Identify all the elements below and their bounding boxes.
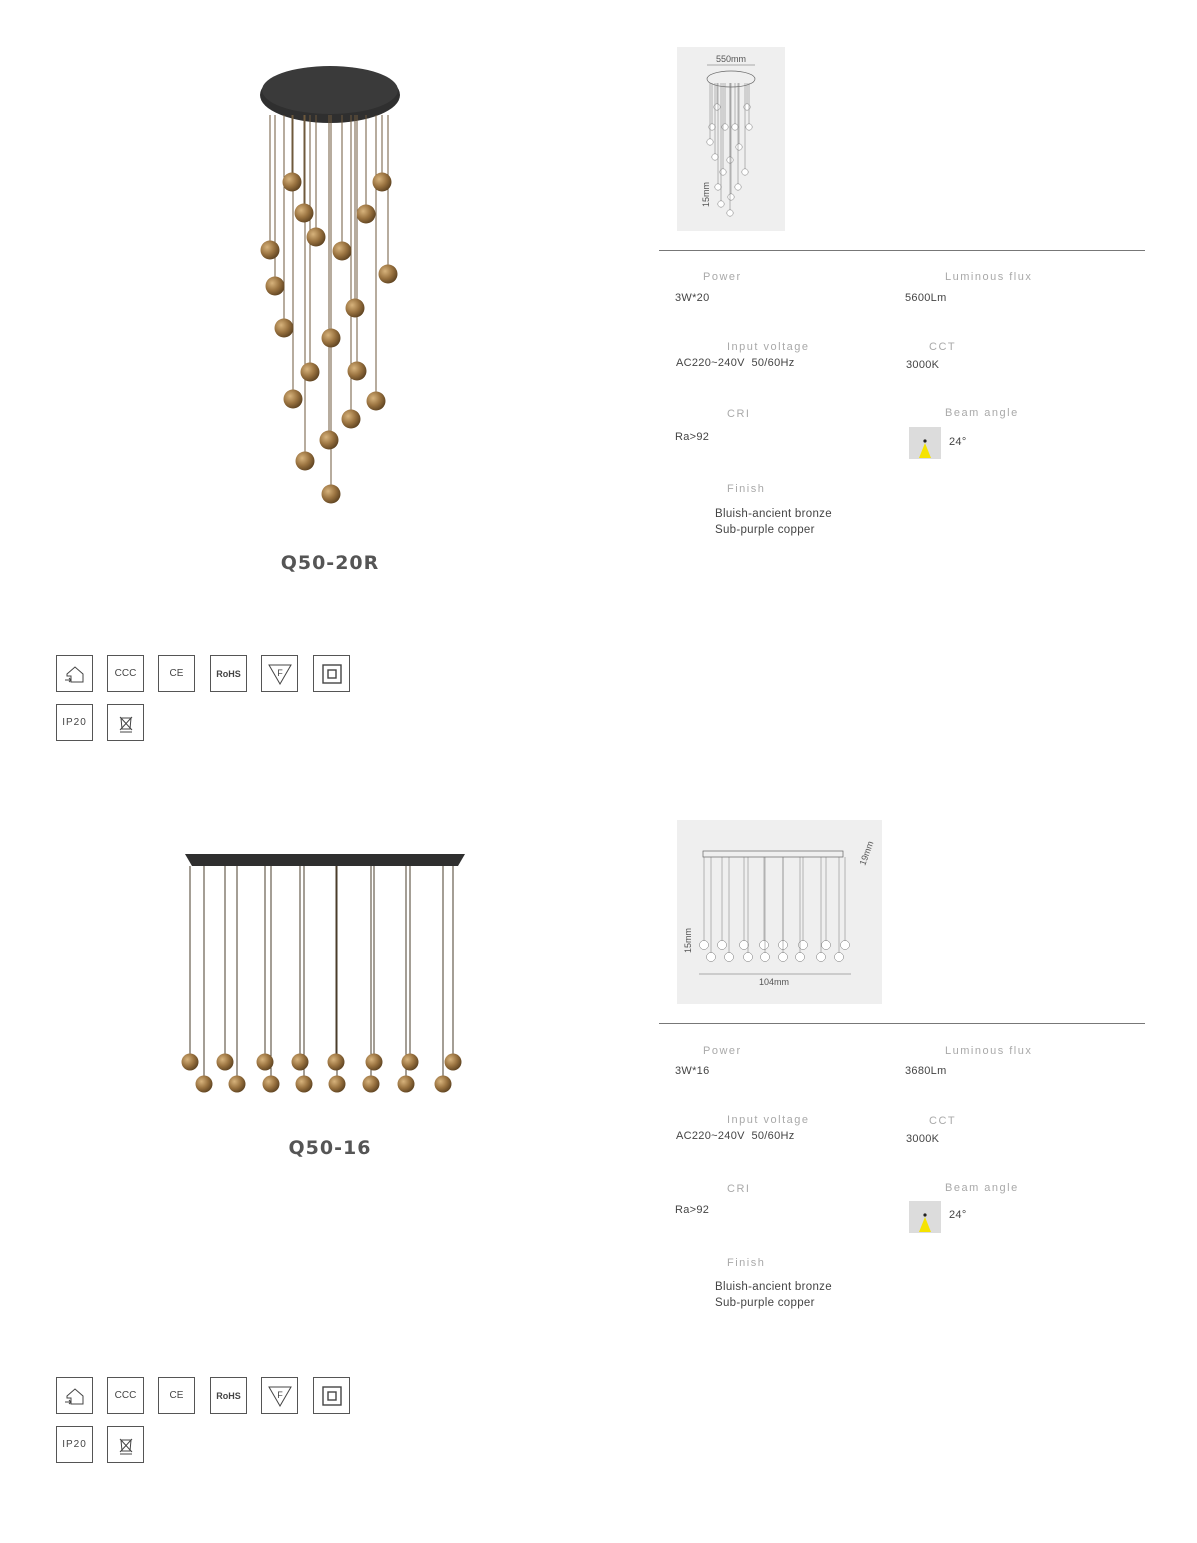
pendant-ball xyxy=(296,1076,313,1093)
diagram-ball xyxy=(718,941,727,950)
class-ii-icon xyxy=(313,1377,350,1414)
pendant-ball xyxy=(435,1076,452,1093)
finish-label: Finish xyxy=(727,483,766,495)
beam-angle-icon xyxy=(909,427,941,459)
pendant-ball xyxy=(296,452,315,471)
model-name: Q50-16 xyxy=(288,1137,372,1159)
diagram-ball xyxy=(700,941,709,950)
diagram-ball xyxy=(736,144,742,150)
beam-angle-label: Beam angle xyxy=(945,407,1019,419)
finish-label: Finish xyxy=(727,1257,766,1269)
pendant-ball xyxy=(379,265,398,284)
input-voltage-value: AC220~240V 50/60Hz xyxy=(676,1130,795,1142)
pendant-ball xyxy=(363,1076,380,1093)
weee-bin-icon xyxy=(107,1426,144,1463)
beam-angle-label: Beam angle xyxy=(945,1182,1019,1194)
cct-value: 3000K xyxy=(906,359,940,371)
dimension-diagram xyxy=(677,47,785,231)
dimension-corner-label: 19mm xyxy=(857,839,876,867)
pendant-ball xyxy=(263,1076,280,1093)
pendant-ball xyxy=(328,1054,345,1071)
pendant-ball xyxy=(229,1076,246,1093)
diagram-ball xyxy=(740,941,749,950)
cct-label: CCT xyxy=(929,341,957,353)
indoor-use-icon xyxy=(56,1377,93,1414)
ip-rating-icon: IP20 xyxy=(56,704,93,741)
pendant-ball xyxy=(322,485,341,504)
finish-option: Bluish-ancient bronze xyxy=(715,508,832,520)
pendant-ball xyxy=(333,242,352,261)
pendant-ball xyxy=(320,431,339,450)
pendant-ball xyxy=(196,1076,213,1093)
diagram-ball xyxy=(841,941,850,950)
rohs-mark-icon: RoHS xyxy=(210,655,247,692)
power-value: 3W*16 xyxy=(675,1065,710,1077)
indoor-use-icon xyxy=(56,655,93,692)
cri-value: Ra>92 xyxy=(675,1204,710,1216)
pendant-ball xyxy=(284,390,303,409)
diagram-ball xyxy=(718,201,724,207)
cri-label: CRI xyxy=(727,1183,751,1195)
cri-value: Ra>92 xyxy=(675,431,710,443)
input-voltage-value: AC220~240V 50/60Hz xyxy=(676,357,795,369)
pendant-ball xyxy=(367,392,386,411)
dimension-bottom-label: 104mm xyxy=(758,977,790,987)
divider xyxy=(659,250,1145,251)
ce-mark-icon: CE xyxy=(158,655,195,692)
luminous-flux-label: Luminous flux xyxy=(945,1045,1033,1057)
svg-text:F: F xyxy=(276,667,283,678)
pendant-ball xyxy=(373,173,392,192)
pendant-ball xyxy=(346,299,365,318)
rohs-mark-icon: RoHS xyxy=(210,1377,247,1414)
beam-angle-icon xyxy=(909,1201,941,1233)
pendant-ball xyxy=(295,204,314,223)
cct-value: 3000K xyxy=(906,1133,940,1145)
diagram-ball xyxy=(727,210,733,216)
pendant-ball xyxy=(348,362,367,381)
beam-angle-value: 24° xyxy=(949,436,967,448)
pendant-ball xyxy=(217,1054,234,1071)
pendant-ball xyxy=(261,241,280,260)
diagram-ball xyxy=(746,124,752,130)
pendant-ball xyxy=(182,1054,199,1071)
cct-label: CCT xyxy=(929,1115,957,1127)
pendant-ball xyxy=(329,1076,346,1093)
diagram-ball xyxy=(744,953,753,962)
input-voltage-label: Input voltage xyxy=(727,341,810,353)
ce-mark-icon: CE xyxy=(158,1377,195,1414)
pendant-ball xyxy=(275,319,294,338)
diagram-ball xyxy=(822,941,831,950)
pendant-ball xyxy=(398,1076,415,1093)
pendant-ball xyxy=(357,205,376,224)
product-section-q50-20r xyxy=(0,0,1197,770)
diagram-ball xyxy=(742,169,748,175)
beam-angle-value: 24° xyxy=(949,1209,967,1221)
linear-chandelier-photo xyxy=(180,848,470,1098)
pendant-ball xyxy=(402,1054,419,1071)
diagram-ball xyxy=(707,139,713,145)
ip-rating-icon: IP20 xyxy=(56,1426,93,1463)
weee-bin-icon xyxy=(107,704,144,741)
diagram-ball xyxy=(779,953,788,962)
pendant-ball xyxy=(445,1054,462,1071)
diagram-ball xyxy=(732,124,738,130)
dimension-diagram xyxy=(677,820,882,1004)
svg-text:F: F xyxy=(276,1389,283,1400)
cri-label: CRI xyxy=(727,408,751,420)
finish-option: Sub-purple copper xyxy=(715,524,815,536)
finish-option: Sub-purple copper xyxy=(715,1297,815,1309)
round-chandelier-photo xyxy=(240,60,420,520)
ccc-mark-icon: CCC xyxy=(107,655,144,692)
diagram-ball xyxy=(707,953,716,962)
diagram-ball xyxy=(835,953,844,962)
f-mark-icon xyxy=(261,1377,298,1414)
product-section-q50-16 xyxy=(0,773,1197,1543)
diagram-ball xyxy=(735,184,741,190)
luminous-flux-label: Luminous flux xyxy=(945,271,1033,283)
power-label: Power xyxy=(703,271,742,283)
input-voltage-label: Input voltage xyxy=(727,1114,810,1126)
diagram-ball xyxy=(712,154,718,160)
pendant-ball xyxy=(301,363,320,382)
dimension-side-label: 15mm xyxy=(683,927,693,953)
ccc-mark-icon: CCC xyxy=(107,1377,144,1414)
diagram-ball xyxy=(761,953,770,962)
linear-dimension-drawing xyxy=(677,820,882,1004)
power-value: 3W*20 xyxy=(675,292,710,304)
pendant-ball xyxy=(266,277,285,296)
diagram-ball xyxy=(760,941,769,950)
f-mark-icon xyxy=(261,655,298,692)
diagram-ball xyxy=(817,953,826,962)
divider xyxy=(659,1023,1145,1024)
pendant-ball xyxy=(342,410,361,429)
luminous-flux-value: 3680Lm xyxy=(905,1065,947,1077)
dimension-top-label: 550mm xyxy=(715,54,747,64)
power-label: Power xyxy=(703,1045,742,1057)
pendant-ball xyxy=(307,228,326,247)
model-name: Q50-20R xyxy=(280,552,380,574)
luminous-flux-value: 5600Lm xyxy=(905,292,947,304)
pendant-ball xyxy=(292,1054,309,1071)
round-dimension-drawing xyxy=(677,47,785,231)
dimension-side-label: 15mm xyxy=(701,181,711,207)
diagram-ball xyxy=(725,953,734,962)
pendant-ball xyxy=(283,173,302,192)
pendant-ball xyxy=(257,1054,274,1071)
diagram-ball xyxy=(728,194,734,200)
pendant-ball xyxy=(366,1054,383,1071)
pendant-ball xyxy=(322,329,341,348)
diagram-ball xyxy=(796,953,805,962)
diagram-ball xyxy=(715,184,721,190)
finish-option: Bluish-ancient bronze xyxy=(715,1281,832,1293)
class-ii-icon xyxy=(313,655,350,692)
